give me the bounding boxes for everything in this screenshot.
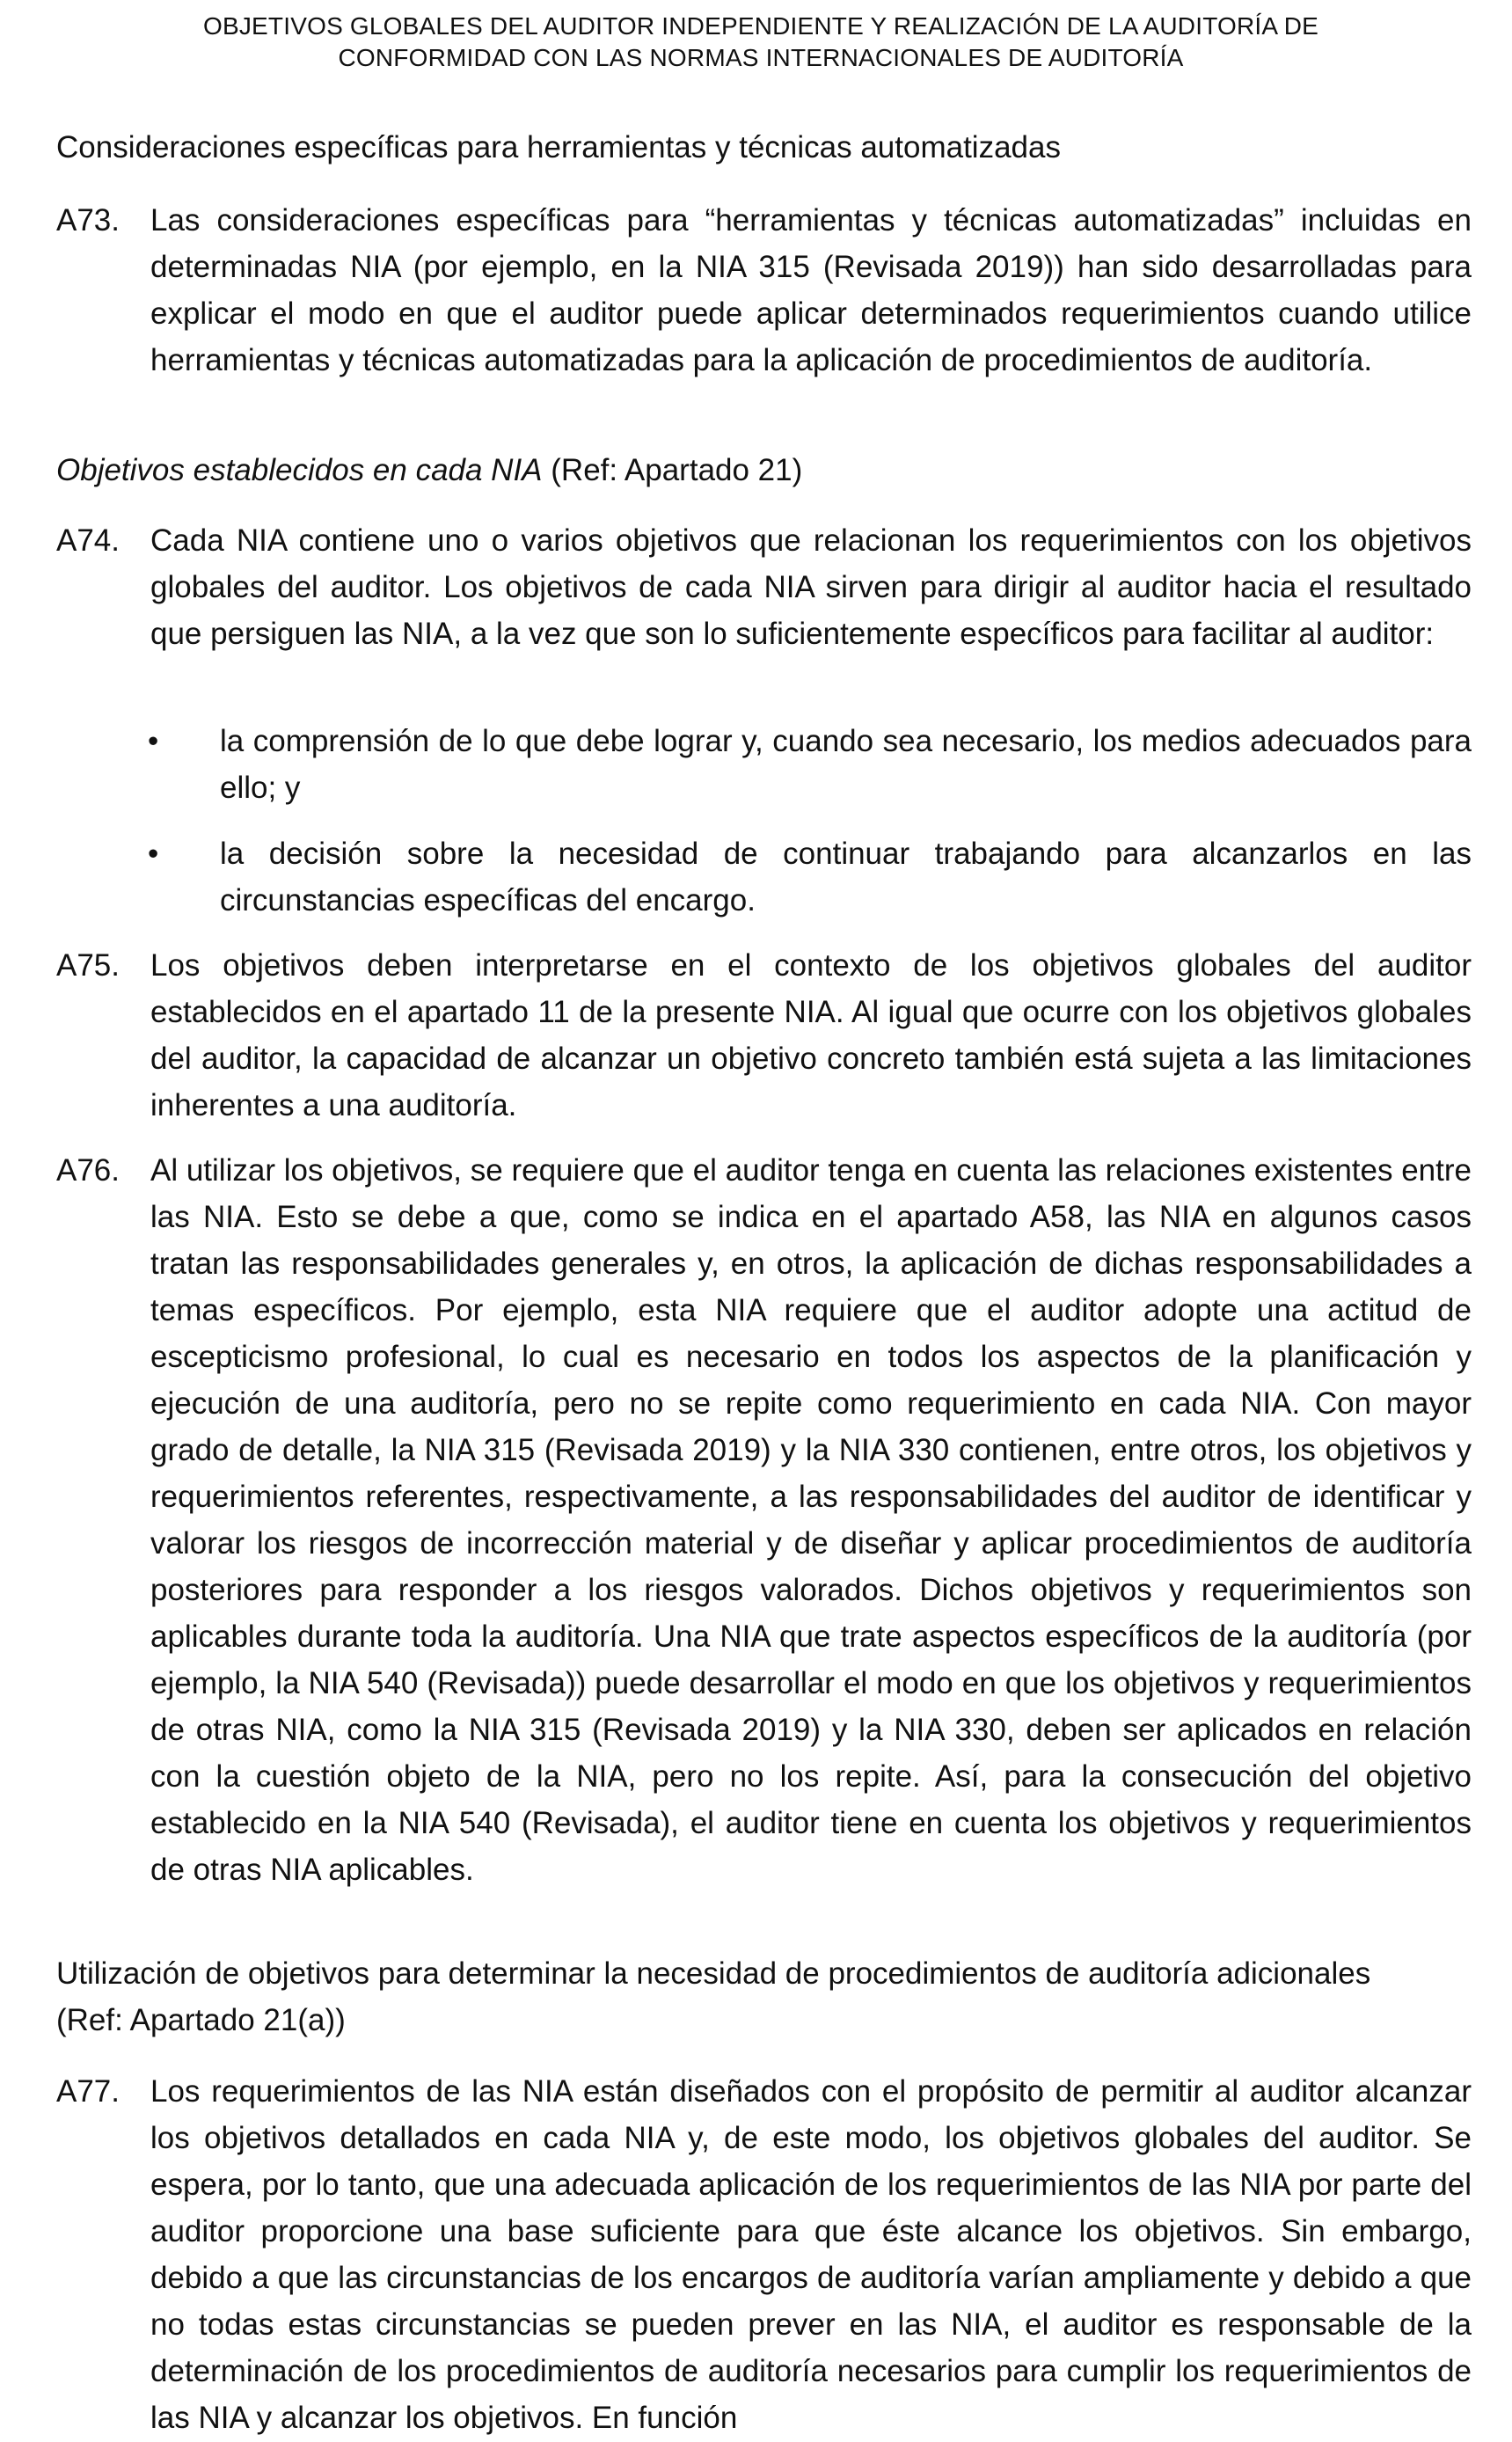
list-item: la decisión sobre la necesidad de continuar trabajando para alcanzarlos en las circunstancias específicas del encargo. <box>220 837 1472 918</box>
section-heading-automated-tools: Consideraciones específicas para herramientas y técnicas automatizadas <box>56 130 1061 165</box>
paragraph-number-a75: A75. <box>56 948 120 983</box>
section-heading-additional-procedures <box>56 1950 1472 2044</box>
bullet-symbol: • <box>148 724 159 758</box>
section-heading-line-1: Utilización de objetivos para determinar la necesidad de procedimientos de auditoría adicionales <box>56 1956 1371 1991</box>
bullet-symbol: • <box>148 837 159 871</box>
paragraph-a77: Los requerimientos de las NIA están diseñados con el propósito de permitir al auditor alcanzar los objetivos detallados en cada NIA y, de este modo, los objetivos globales del auditor. Se espera, por lo tanto, que una adecuada aplicación de los requerimientos de las NIA por parte del auditor proporcione una base suficiente para que éste alcance los objetivos. Sin embargo, debido a que las circunstancias de los encargos de auditoría varían ampliamente y debido a que no todas estas circunstancias se pueden prever en las NIA, el auditor es responsable de la determinación de los procedimientos de auditoría necesarios para cumplir los requerimientos de las NIA y alcanzar los objetivos. En función <box>150 2074 1472 2435</box>
header-line-1: OBJETIVOS GLOBALES DEL AUDITOR INDEPENDIENTE Y REALIZACIÓN DE LA AUDITORÍA DE <box>203 12 1318 40</box>
paragraph-number-a77: A77. <box>56 2074 120 2109</box>
paragraph-a76: Al utilizar los objetivos, se requiere que el auditor tenga en cuenta las relaciones existentes entre las NIA. Esto se debe a que, como se indica en el apartado A58, las NIA en algunos casos tratan las responsabilidades generales y, en otros, la aplicación de dichas responsabilidades a temas específicos. Por ejemplo, esta NIA requiere que el auditor adopte una actitud de escepticismo profesional, lo cual es necesario en todos los aspectos de la planificación y ejecución de una auditoría, pero no se repite como requerimiento en cada NIA. Con mayor grado de detalle, la NIA 315 (Revisada 2019) y la NIA 330 contienen, entre otros, los objetivos y requerimientos referentes, respectivamente, a las responsabilidades del auditor de identificar y valorar los riesgos de incorrección material y de diseñar y aplicar procedimientos de auditoría posteriores para responder a los riesgos valorados. Dichos objetivos y requerimientos son aplicables durante toda la auditoría. Una NIA que trate aspectos específicos de la auditoría (por ejemplo, la NIA 540 (Revisada)) puede desarrollar el modo en que los objetivos y requerimientos de otras NIA, como la NIA 315 (Revisada 2019) y la NIA 330, deben ser aplicados en relación con la cuestión objeto de la NIA, pero no los repite. Así, para la consecución del objetivo establecido en la NIA 540 (Revisada), el auditor tiene en cuenta los objetivos y requerimientos de otras NIA aplicables. <box>150 1153 1472 1887</box>
section-heading-objectives <box>56 447 1472 494</box>
paragraph-a74: Cada NIA contiene uno o varios objetivos que relacionan los requerimientos con los objetivos globales del auditor. Los objetivos de cada NIA sirven para dirigir al auditor hacia el resultado que persiguen las NIA, a la vez que son lo suficientemente específicos para facilitar al auditor: <box>150 523 1472 651</box>
list-item: la comprensión de lo que debe lograr y, cuando sea necesario, los medios adecuados para ello; y <box>220 724 1472 805</box>
section-heading-line-2: (Ref: Apartado 21(a)) <box>56 2003 346 2037</box>
section-heading-objectives-title: Objetivos establecidos en cada NIA <box>56 453 543 487</box>
running-header <box>132 11 1390 74</box>
header-line-2: CONFORMIDAD CON LAS NORMAS INTERNACIONALES DE AUDITORÍA <box>338 44 1184 71</box>
paragraph-number-a73: A73. <box>56 203 120 238</box>
section-heading-objectives-ref: (Ref: Apartado 21) <box>542 453 803 487</box>
paragraph-number-a74: A74. <box>56 523 120 558</box>
paragraph-number-a76: A76. <box>56 1153 120 1188</box>
paragraph-a73: Las consideraciones específicas para “herramientas y técnicas automatizadas” incluidas en determinadas NIA (por ejemplo, en la NIA 315 (Revisada 2019)) han sido desarrolladas para explicar el modo en que el auditor puede aplicar determinados requerimientos cuando utilice herramientas y técnicas automatizadas para la aplicación de procedimientos de auditoría. <box>150 203 1472 377</box>
paragraph-a75: Los objetivos deben interpretarse en el contexto de los objetivos globales del auditor establecidos en el apartado 11 de la presente NIA. Al igual que ocurre con los objetivos globales del auditor, la capacidad de alcanzar un objetivo concreto también está sujeta a las limitaciones inherentes a una auditoría. <box>150 948 1472 1122</box>
